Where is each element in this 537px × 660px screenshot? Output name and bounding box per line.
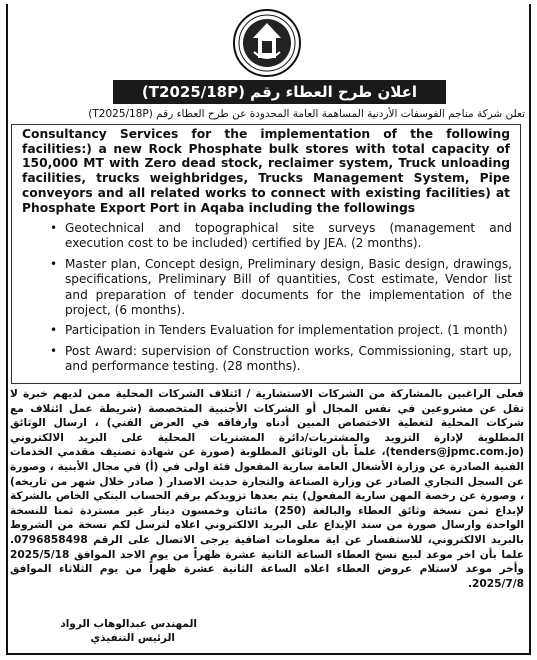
scope-intro: Consultancy Services for the implementation of the following facilities:) a new Rock Phosphate bulk stores with total capacity of 150,000 MT with Zero dead stock, reclaimer system, Truck unloading facilities, trucks weighbridges, Trucks Management System, Pipe conveyors and all related works to connect with existing facilities) at Phosphate Export Port in Aqaba including the followings xyxy=(22,127,510,215)
tender-title: اعلان طرح العطاء رقم (T2025/18P) xyxy=(113,80,446,104)
list-item xyxy=(12,323,512,338)
bullet-icon: • xyxy=(50,256,58,271)
scope-item-text: Post Award: supervision of Construction works, Commissioning, start up, and performance testing. (28 months). xyxy=(65,343,512,374)
bullet-icon: • xyxy=(50,343,58,358)
scope-list xyxy=(12,221,512,380)
signatory-role: الرئيس التنفيذي xyxy=(90,632,175,644)
tender-subtitle: تعلن شركة مناجم الفوسفات الأردنية المساهمة العامة المحدودة عن طرح العطاء رقم (T2025/18P) xyxy=(88,108,525,120)
list-item xyxy=(12,221,512,252)
scope-item-text: Geotechnical and topographical site surveys (management and execution cost to be included) certified by JEA. (2 months). xyxy=(65,221,512,251)
bullet-icon: • xyxy=(50,221,58,235)
bottom-divider xyxy=(6,653,531,655)
scope-item-text: Master plan, Concept design, Preliminary design, Basic design, drawings, specifications, Preliminary Bill of quantities, Cost estimate, Vendor list and preparation of tender documents for the implementation of the project, (6 months). xyxy=(65,256,512,318)
company-logo-icon xyxy=(232,8,302,78)
list-item xyxy=(12,257,512,319)
scope-item-text: Participation in Tenders Evaluation for implementation project. (1 month) xyxy=(65,323,508,338)
list-item xyxy=(12,344,512,375)
bullet-icon: • xyxy=(50,323,58,338)
scope-box xyxy=(11,124,521,384)
tender-body-text: فعلى الراغبين بالمشاركة من الشركات الاستشارية / ائتلاف الشركات المحلية ممن لديهم خبرة لا تقل عن مشروعين في نفس المجال أو الشركات الأجنبية المتخصصة (شريطة عمل ائتلاف مع شركات المحلية لتغطية الاختصاص المبين أدناه وارفاقه في العرض الفني) ، ارسال الوثائق المطلوبة لإدارة التزويد والمشتريات/دائرة المشتريات المحلية على البريد الالكتروني (tenders@jpmc.com.jo)، علماً بأن الوثائق المطلوبة (صورة عن شهادة تصنيف مقدمي الخدمات الفنية الصادرة عن وزارة الأشغال العامة سارية المفعول فئة اولى في (أ) في مجال الأبنية ، وصورة عن السجل التجاري الصادر عن وزارة الصناعة والتجارة حديث الاصدار ( صادر خلال شهر من تاريخه) ، وصورة عن رخصة المهن سارية المفعول) يتم بعدها تزويدكم برقم الحساب البنكي الخاص بالشركة لإيداع ثمن نسخة وثائق العطاء والبالغة (250) مائتان وخمسون دينار غير مستردة ثمنا للنسخة الواحدة وارسال صورة من سند الإيداع على البريد الالكتروني اعلاه لترسل لكم نسخة من الشروط بالبريد الالكتروني، للاستفسار عن اية معلومات اضافية يرجى الاتصال على الرقم 0796858498. علما بأن اخر موعد لبيع نسخ العطاء الساعة الثانية عشرة ظهراً من يوم الاحد الموافق 2025/5/18 وأخر موعد لاستلام عروض العطاء اعلاه الساعة الثانية عشرة ظهراً من يوم الثلاثاء الموافق 2025/7/8. xyxy=(10,388,524,590)
signatory-name: المهندس عبدالوهاب الرواد xyxy=(60,618,197,630)
